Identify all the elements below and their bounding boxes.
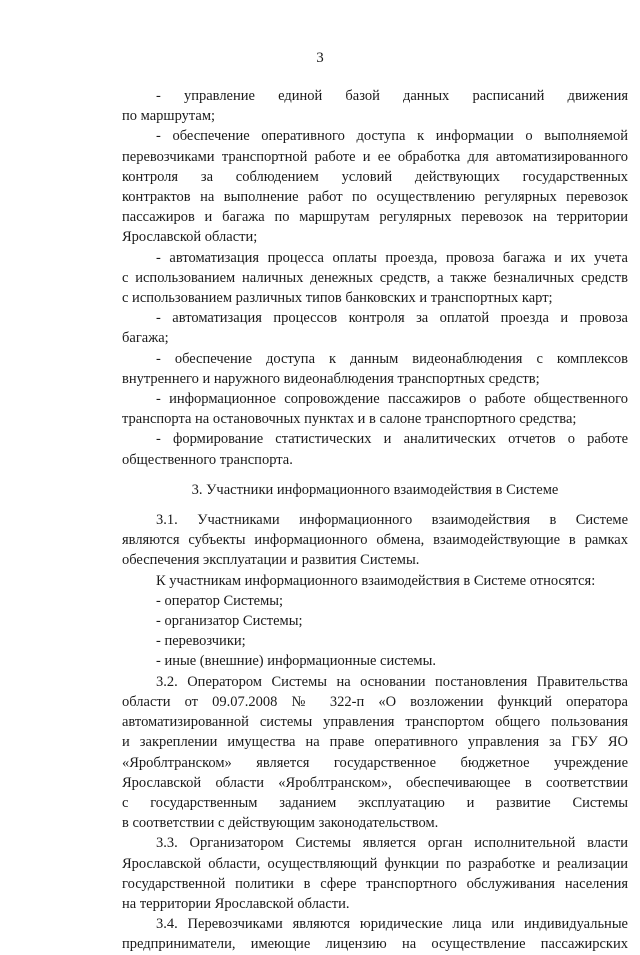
text-line: и закреплении имущества на праве оперативного управления за ГБУ ЯО [122, 734, 628, 751]
text-line: области от 09.07.2008 № 322-п «О возложении функций оператора [122, 693, 628, 710]
text-line: Ярославской области; [122, 229, 258, 246]
paragraph [122, 86, 628, 126]
text-line: - перевозчики; [156, 633, 246, 650]
text-line: в соответствии с действующим законодательством. [122, 815, 439, 832]
paragraph [122, 631, 628, 651]
text-line: предприниматели, имеющие лицензию на осуществление пассажирских [122, 936, 628, 953]
text-line: - формирование статистических и аналитических отчетов о работе [156, 431, 628, 448]
paragraph [122, 591, 628, 611]
text-line: обеспечения эксплуатации и развития Системы. [122, 552, 420, 569]
text-line: 3.3. Организатором Системы является орган исполнительной власти [156, 835, 628, 852]
paragraph [122, 833, 628, 914]
text-line: - организатор Системы; [156, 613, 303, 630]
text-line: 3.2. Оператором Системы на основании постановления Правительства [156, 673, 628, 690]
paragraph [122, 914, 628, 954]
text-line: с использованием наличных денежных средств, а также безналичных средств [122, 269, 628, 286]
text-line: внутреннего и наружного видеонаблюдения транспортных средств; [122, 370, 540, 387]
text-line: К участникам информационного взаимодействия в Системе относятся: [156, 572, 596, 589]
text-line: - управление единой базой данных расписаний движения [156, 88, 628, 104]
paragraph [122, 308, 628, 348]
text-line: с использованием различных типов банковских и транспортных карт; [122, 290, 553, 307]
paragraph [122, 349, 628, 389]
text-line: 3.1. Участниками информационного взаимодействия в Системе [156, 512, 628, 529]
text-line: - автоматизация процесса оплаты проезда, провоза багажа и их учета [156, 249, 628, 266]
text-line: контроля за соблюдением условий действующих государственных [122, 168, 628, 185]
text-line: - оператор Системы; [156, 592, 284, 609]
text-line: - автоматизация процессов контроля за оплатой проезда и провоза [156, 310, 628, 327]
paragraph [122, 611, 628, 631]
text-line: 3.4. Перевозчиками являются юридические лица или индивидуальные [156, 916, 628, 933]
paragraph [122, 429, 628, 469]
paragraph [122, 248, 628, 309]
text-line: перевозчиками транспортной работе и ее обработка для автоматизированного [122, 148, 628, 165]
text-line: багажа; [122, 330, 169, 347]
text-line: Ярославской области, осуществляющий функции по разработке и реализации [122, 855, 628, 872]
text-line: Ярославской области «Яроблтранском», обеспечивающее в соответствии [122, 774, 628, 791]
text-line: являются субъекты информационного обмена, взаимодействующие в рамках [122, 532, 628, 549]
page-number: 3 [316, 50, 324, 66]
paragraph [122, 510, 628, 571]
text-line: - иные (внешние) информационные системы. [156, 653, 436, 670]
paragraph [122, 389, 628, 429]
text-line: - обеспечение оперативного доступа к информации о выполняемой [156, 128, 628, 145]
text-line: «Яроблтранском» является государственное бюджетное учреждение [122, 754, 628, 771]
section-heading: 3. Участники информационного взаимодействия в Системе [191, 481, 559, 498]
paragraph [122, 126, 628, 247]
text-line: общественного транспорта. [122, 451, 293, 468]
text-line: на территории Ярославской области. [122, 895, 350, 912]
text-line: по маршрутам; [122, 108, 216, 125]
text-line: с государственным заданием эксплуатацию и развитие Системы [122, 794, 628, 811]
text-line: государственной политики в сфере транспортного обслуживания населения [122, 875, 628, 892]
text-line: контрактов на выполнение работ по осуществлению регулярных перевозок [122, 189, 628, 206]
text-line: автоматизированной системы управления транспортом общего пользования [122, 714, 628, 731]
paragraph [122, 571, 628, 591]
text-line: пассажиров и багажа по маршрутам регулярных перевозок на территории [122, 209, 628, 226]
text-line: - обеспечение доступа к данным видеонаблюдения с комплексов [156, 350, 628, 367]
text-line: - информационное сопровождение пассажиров о работе общественного [156, 391, 628, 408]
text-line: транспорта на остановочных пунктах и в салоне транспортного средства; [122, 411, 577, 428]
paragraph [122, 651, 628, 671]
paragraph [122, 672, 628, 834]
document-body [122, 86, 628, 955]
